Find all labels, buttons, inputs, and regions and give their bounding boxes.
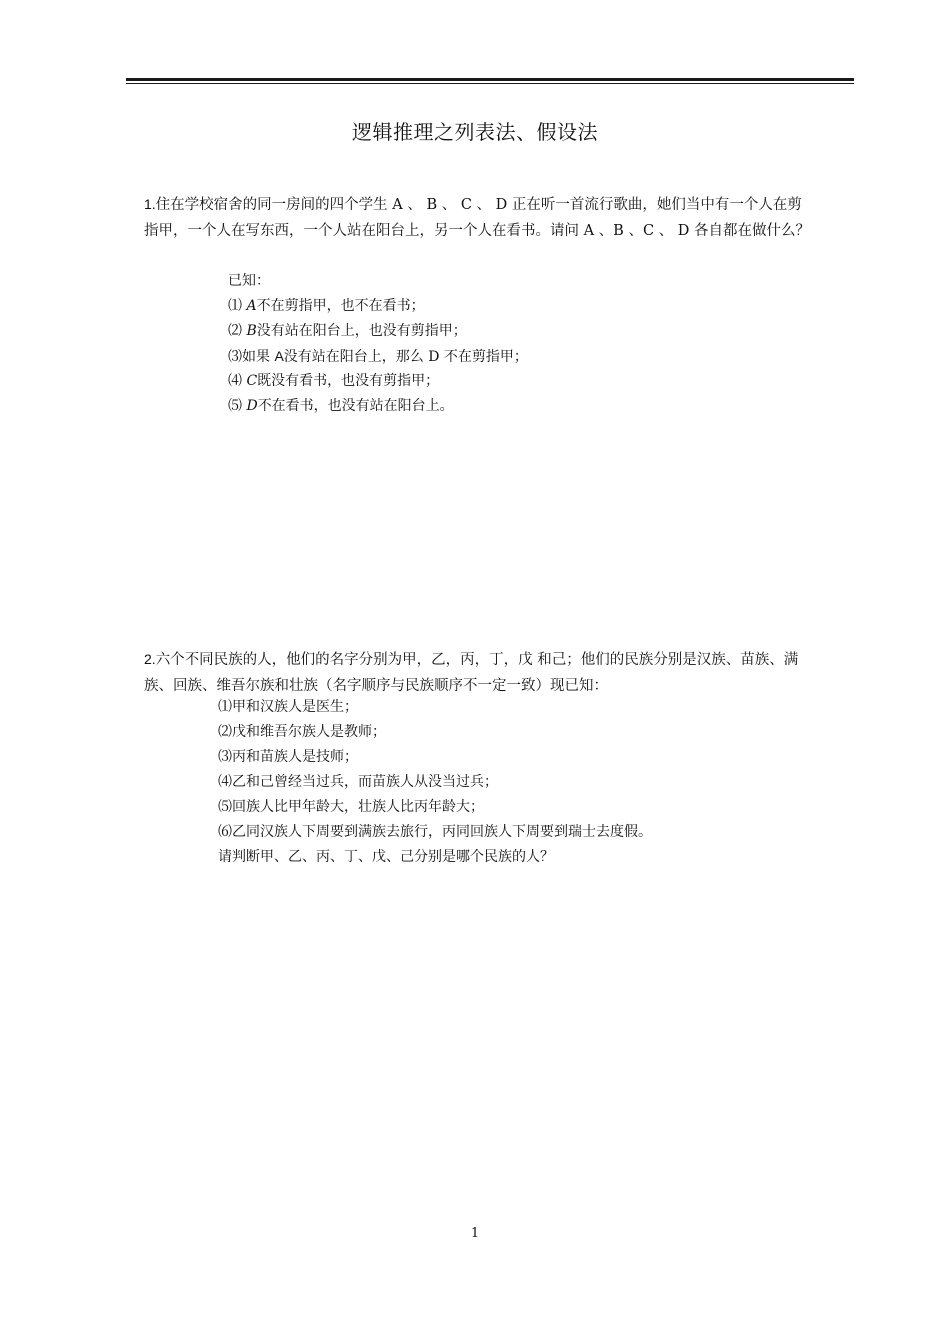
- header-rule: [126, 78, 854, 81]
- question-2-condition-6: ⑹乙同汉族人下周要到满族去旅行，丙同回族人下周要到瑞士去度假。: [218, 824, 652, 840]
- question-2: [144, 646, 812, 699]
- question-1-text: 住在学校宿舍的同一房间的四个学生 A 、 B 、 C 、 D 正在听一首流行歌曲，她们当中有一个人在剪指甲，一个人在写东西，一个人站在阳台上，另一个人在看书。请问 A 、B 、C 、 D 各自都在做什么？: [144, 197, 810, 239]
- question-2-condition-4: ⑷乙和己曾经当过兵，而苗族人从没当过兵；: [218, 774, 498, 790]
- question-1-condition-1: ⑴ A不在剪指甲，也不在看书；: [228, 298, 425, 314]
- question-2-condition-2: ⑵戊和维吾尔族人是教师；: [218, 724, 386, 740]
- question-2-condition-3: ⑶丙和苗族人是技师；: [218, 749, 358, 765]
- question-2-condition-5: ⑸回族人比甲年龄大，壮族人比丙年龄大；: [218, 799, 484, 815]
- page-title: 逻辑推理之列表法、假设法: [352, 120, 598, 144]
- question-2-condition-1: ⑴甲和汉族人是医生；: [218, 699, 358, 715]
- question-2-number: 2.: [144, 651, 156, 667]
- question-1-condition-3: ⑶如果 A没有站在阳台上，那么 D 不在剪指甲；: [228, 348, 528, 365]
- question-2-text: 六个不同民族的人，他们的名字分别为甲，乙，丙，丁，戊 和己；他们的民族分别是汉族、苗族、满族、回族、维吾尔族和壮族（名字顺序与民族顺序不一定一致）现已知：: [144, 652, 799, 694]
- question-2-prompt: 请判断甲、乙、丙、丁、戊、己分别是哪个民族的人？: [218, 849, 554, 865]
- page-number: 1: [470, 1226, 480, 1241]
- question-1-number: 1.: [144, 196, 156, 212]
- question-1-condition-5: ⑸ D不在看书，也没有站在阳台上。: [228, 398, 454, 414]
- question-1-known-label: 已知：: [228, 273, 270, 289]
- question-1-condition-4: ⑷ C既没有看书，也没有剪指甲；: [228, 373, 440, 389]
- header-rule-thin: [126, 83, 854, 84]
- question-1-condition-2: ⑵ B没有站在阳台上，也没有剪指甲；: [228, 323, 467, 339]
- question-1: [144, 191, 812, 244]
